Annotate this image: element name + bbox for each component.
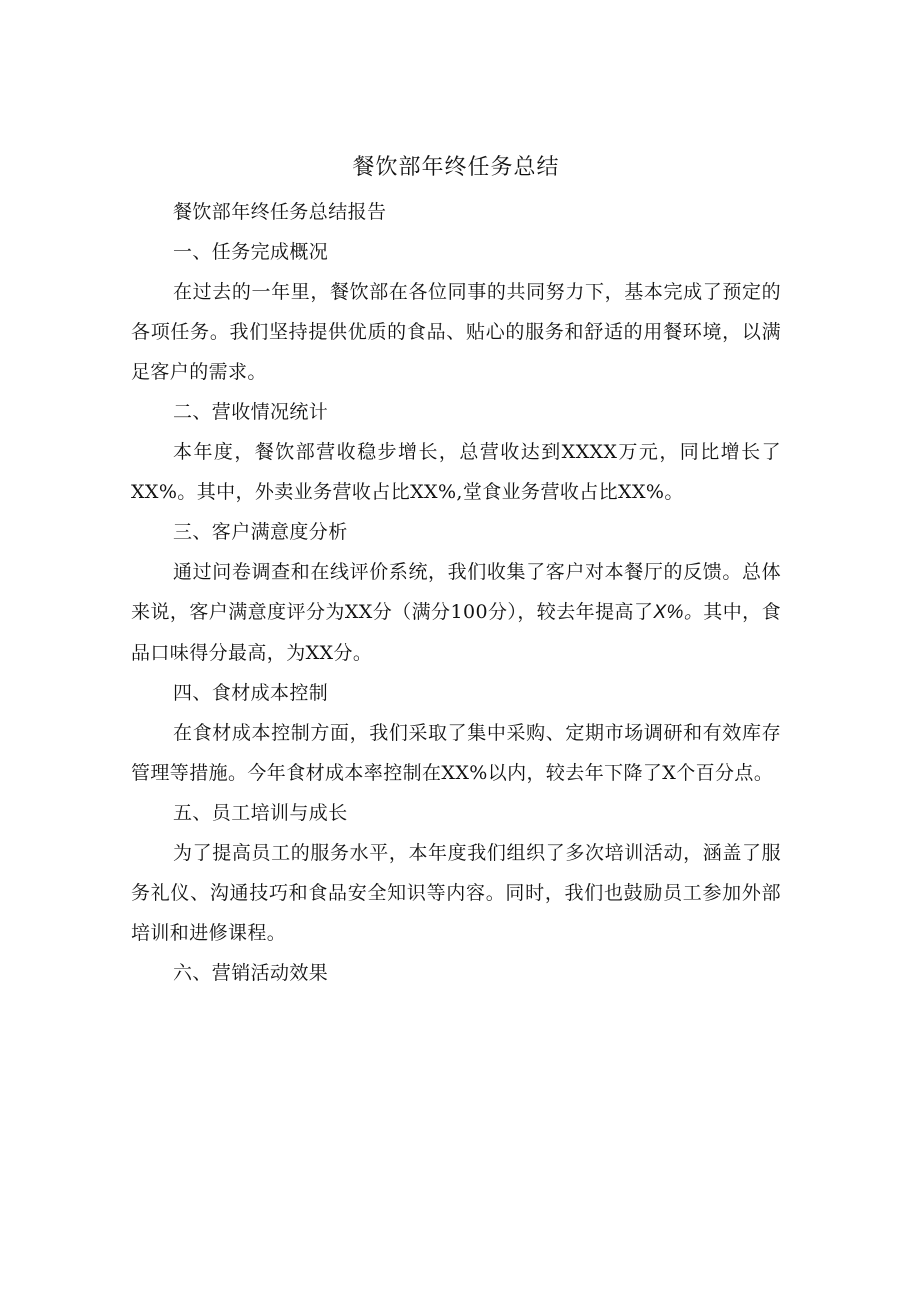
section-heading-6: 六、营销活动效果 (173, 962, 329, 984)
section-paragraph-5: 为了提高员工的服务水平，本年度我们组织了多次培训活动，涵盖了服务礼仪、沟通技巧和食品安全知识等内容。同时，我们也鼓励员工参加外部培训和进修课程。 (131, 842, 781, 944)
section-heading-3: 三、客户满意度分析 (173, 521, 348, 543)
section-heading-5: 五、员工培训与成长 (173, 802, 348, 824)
section-paragraph-3-part2: 其中，食品口味得分最高，为XX分。 (131, 601, 781, 664)
section-paragraph-3 (131, 552, 781, 673)
document-page (131, 150, 781, 993)
section-paragraph-3-part1: 通过问卷调查和在线评价系统，我们收集了客户对本餐厅的反馈。总体来说，客户满意度评分为XX分（满分100分），较去年提高了 (131, 561, 781, 623)
section-heading-1: 一、任务完成概况 (173, 241, 329, 263)
section-heading-2: 二、营收情况统计 (173, 401, 329, 423)
section-paragraph-4: 在食材成本控制方面，我们采取了集中采购、定期市场调研和有效库存管理等措施。今年食材成本率控制在XX%以内，较去年下降了X个百分点。 (131, 722, 781, 784)
report-subtitle: 餐饮部年终任务总结报告 (173, 201, 387, 223)
section-paragraph-1: 在过去的一年里，餐饮部在各位同事的共同努力下，基本完成了预定的各项任务。我们坚持提供优质的食品、贴心的服务和舒适的用餐环境，以满足客户的需求。 (131, 281, 781, 383)
document-title: 餐饮部年终任务总结 (352, 155, 560, 180)
section-paragraph-3-emphasis: X%。 (653, 602, 704, 623)
section-paragraph-2: 本年度，餐饮部营收稳步增长，总营收达到XXXX万元，同比增长了XX%。其中，外卖业务营收占比XX%,堂食业务营收占比XX%。 (131, 441, 781, 503)
section-heading-4: 四、食材成本控制 (173, 682, 329, 704)
